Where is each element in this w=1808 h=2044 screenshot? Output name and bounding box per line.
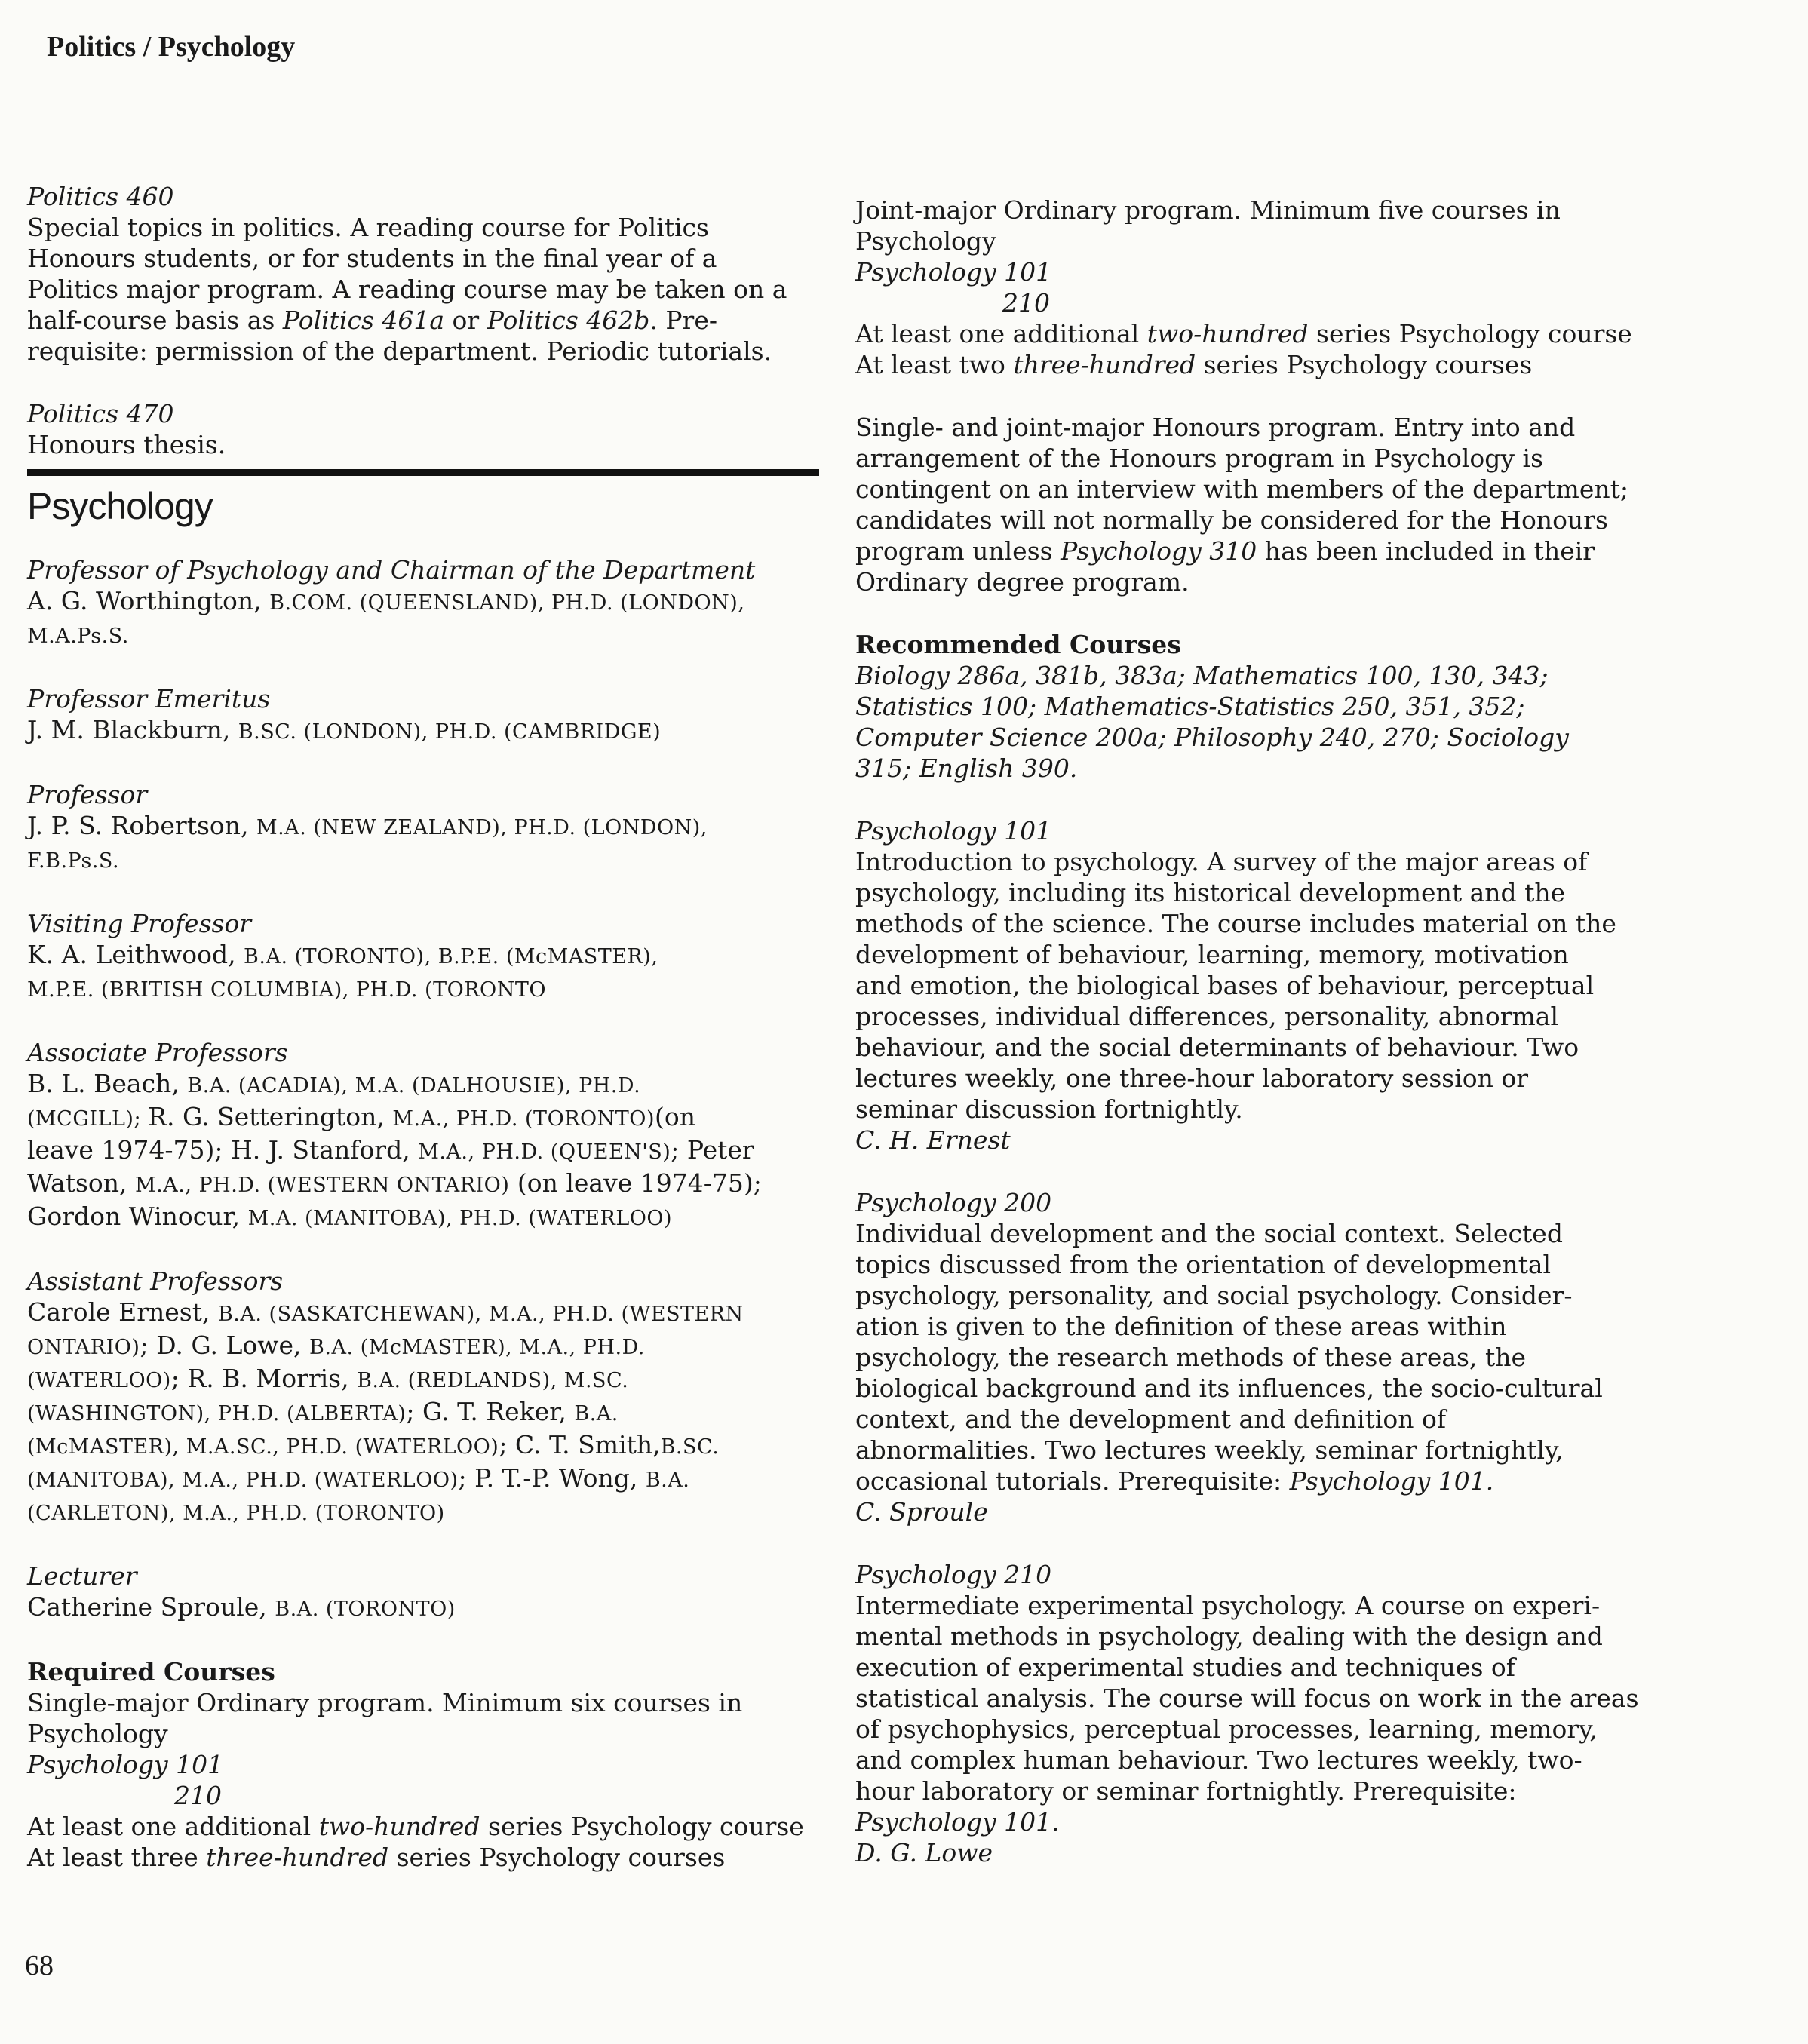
faculty-line: [27, 810, 819, 843]
course-ref: 210: [1002, 288, 1050, 318]
degree-text: B.A. (ACADIA), M.A. (DALHOUSIE), PH.D.: [187, 1074, 641, 1097]
course-desc-line: of psychophysics, perceptual processes, learning, memory,: [855, 1714, 1598, 1744]
course-desc-line: Intermediate experimental psychology. A course on experi-: [855, 1591, 1601, 1620]
course-ref: Politics 462b: [487, 305, 650, 335]
text-run: or: [444, 305, 487, 335]
course-ref: Psychology 310: [1061, 536, 1257, 566]
text-run: program unless: [855, 536, 1061, 566]
person-name-text: ; G. T. Reker,: [406, 1397, 575, 1426]
degree-text: (McMASTER), M.A.SC., PH.D. (WATERLOO): [27, 1435, 499, 1459]
course-ref: 210: [174, 1781, 222, 1810]
course-desc-line: requisite: permission of the department. Periodic tutorials.: [27, 336, 772, 366]
text-run: series Psychology course: [480, 1812, 804, 1841]
program-line: Single-major Ordinary program. Minimum six courses in: [27, 1688, 743, 1717]
course-desc-line: [27, 305, 819, 336]
person-name-text: J. M. Blackburn,: [27, 715, 238, 744]
person-name-text: A. G. Worthington,: [27, 586, 270, 615]
degree-text: M.A.Ps.S.: [27, 625, 129, 648]
faculty-line: [27, 1591, 819, 1625]
person-name-text: ; P. T.-P. Wong,: [458, 1463, 646, 1493]
section-title: Psychology: [27, 485, 213, 527]
faculty-list: [27, 554, 819, 1625]
program-line: candidates will not normally be considered for the Honours: [855, 505, 1608, 535]
degree-text: B.A.: [645, 1469, 690, 1492]
text-run: series Psychology courses: [388, 1843, 726, 1872]
course-desc-line: seminar discussion fortnightly.: [855, 1094, 1243, 1124]
faculty-line: [27, 1462, 819, 1496]
course-desc-line: Honours students, or for students in the final year of a: [27, 244, 717, 273]
course-psychology-101: [855, 815, 1662, 1156]
course-desc-line: development of behaviour, learning, memory, motivation: [855, 940, 1569, 969]
course-politics-470: [27, 398, 819, 460]
text-run: half-course basis as: [27, 305, 283, 335]
recommended-line: Biology 286a, 381b, 383a; Mathematics 100, 130, 343;: [855, 661, 1549, 690]
faculty-line: [27, 1330, 819, 1363]
course-desc-line: context, and the development and definition of: [855, 1404, 1447, 1434]
program-line: [27, 1811, 819, 1842]
degree-text: B.A. (TORONTO), B.P.E. (McMASTER),: [244, 945, 658, 968]
required-courses-heading: Required Courses: [27, 1657, 275, 1686]
person-name-text: (on leave 1974-75);: [509, 1168, 762, 1198]
person-name-text: K. A. Leithwood,: [27, 940, 244, 969]
text-run: three-hundred: [206, 1843, 389, 1872]
faculty-line: [27, 585, 819, 618]
course-desc-line: abnormalities. Two lectures weekly, seminar fortnightly,: [855, 1435, 1564, 1465]
text-run: two-hundred: [318, 1812, 480, 1841]
person-name-text: (on: [654, 1102, 695, 1131]
person-name-text: ; D. G. Lowe,: [140, 1330, 310, 1360]
page-number: 68: [25, 1950, 54, 1981]
faculty-line: [27, 843, 819, 876]
person-name-text: ; Peter: [671, 1135, 754, 1165]
course-title: Politics 470: [27, 399, 174, 428]
text-run: series Psychology courses: [1196, 350, 1533, 379]
program-line: [27, 1842, 819, 1873]
faculty-line: [27, 939, 819, 972]
course-desc-line: Individual development and the social context. Selected: [855, 1219, 1563, 1248]
person-name-text: Gordon Winocur,: [27, 1202, 248, 1231]
degree-text: (CARLETON), M.A., PH.D. (TORONTO): [27, 1502, 445, 1525]
person-name-text: ; C. T. Smith,: [499, 1430, 661, 1459]
course-psychology-210: [855, 1559, 1662, 1868]
course-ref: Politics 461a: [282, 305, 445, 335]
faculty-line: [27, 1396, 819, 1429]
faculty-role: Professor of Psychology and Chairman of the Department: [27, 555, 756, 585]
degree-text: B.A.: [574, 1402, 619, 1426]
program-line: [855, 536, 1662, 566]
program-line: Psychology: [855, 226, 996, 256]
faculty-line: [27, 1363, 819, 1396]
person-name-text: Watson,: [27, 1168, 136, 1198]
course-desc-line: behaviour, and the social determinants of behaviour. Two: [855, 1033, 1579, 1062]
faculty-line: [27, 1101, 819, 1134]
course-desc-line: statistical analysis. The course will focus on work in the areas: [855, 1683, 1639, 1713]
course-desc-line: lectures weekly, one three-hour laboratory session or: [855, 1063, 1529, 1093]
course-desc-line: mental methods in psychology, dealing with the design and: [855, 1622, 1603, 1651]
course-ref: Psychology 101.: [1289, 1466, 1494, 1496]
faculty-role: Associate Professors: [27, 1038, 288, 1067]
course-instructor: D. G. Lowe: [855, 1838, 993, 1868]
course-desc-line: biological background and its influences, the socio-cultural: [855, 1373, 1603, 1403]
faculty-entry: [27, 779, 819, 876]
text-run: two-hundred: [1146, 319, 1309, 348]
faculty-line: [27, 1297, 819, 1330]
degree-text: (WASHINGTON), PH.D. (ALBERTA): [27, 1402, 407, 1426]
course-title: Psychology 101: [855, 816, 1052, 846]
course-ref: Psychology 101.: [855, 1807, 1060, 1837]
degree-text: ONTARIO): [27, 1336, 140, 1359]
person-name-text: Carole Ernest,: [27, 1297, 218, 1327]
faculty-line: [27, 618, 819, 652]
left-column: [27, 181, 819, 1904]
degree-text: M.A. (NEW ZEALAND), PH.D. (LONDON),: [256, 816, 708, 839]
degree-text: B.SC.: [660, 1435, 720, 1459]
faculty-line: [27, 972, 819, 1005]
required-courses: [27, 1656, 819, 1873]
course-desc-line: topics discussed from the orientation of developmental: [855, 1250, 1552, 1279]
text-run: . Pre-: [649, 305, 718, 335]
course-desc: Honours thesis.: [27, 430, 226, 459]
faculty-line: [27, 1496, 819, 1529]
course-desc-line: execution of experimental studies and techniques of: [855, 1653, 1515, 1682]
degree-text: B.A. (REDLANDS), M.SC.: [357, 1369, 629, 1392]
degree-text: M.P.E. (BRITISH COLUMBIA), PH.D. (TORONTO: [27, 978, 546, 1002]
faculty-line: [27, 714, 819, 747]
course-desc-line: Introduction to psychology. A survey of the major areas of: [855, 847, 1588, 876]
degree-text: (MCGILL);: [27, 1107, 149, 1131]
recommended-line: Statistics 100; Mathematics-Statistics 250, 351, 352;: [855, 692, 1525, 721]
course-desc-line: methods of the science. The course includes material on the: [855, 909, 1616, 938]
recommended-line: Computer Science 200a; Philosophy 240, 270; Sociology: [855, 723, 1569, 752]
course-desc-line: hour laboratory or seminar fortnightly. Prerequisite:: [855, 1776, 1517, 1806]
degree-text: B.SC. (LONDON), PH.D. (CAMBRIDGE): [238, 720, 662, 744]
degree-text: B.A. (SASKATCHEWAN), M.A., PH.D. (WESTERN: [217, 1303, 744, 1326]
course-ref: Psychology 101: [27, 1750, 224, 1779]
text-run: At least one additional: [855, 319, 1147, 348]
faculty-entry: [27, 1037, 819, 1234]
text-run: has been included in their: [1257, 536, 1595, 566]
faculty-line: [27, 1168, 819, 1201]
faculty-entry: [27, 554, 819, 652]
degree-text: (WATERLOO): [27, 1369, 171, 1392]
faculty-role: Visiting Professor: [27, 909, 252, 938]
faculty-role: Professor: [27, 780, 148, 809]
faculty-line: [27, 1429, 819, 1462]
course-title: Psychology 210: [855, 1560, 1052, 1589]
faculty-entry: [27, 1561, 819, 1625]
degree-text: M.A., PH.D. (QUEEN'S): [418, 1140, 671, 1164]
person-name-text: Catherine Sproule,: [27, 1592, 275, 1622]
faculty-role: Lecturer: [27, 1561, 137, 1591]
program-line: arrangement of the Honours program in Psychology is: [855, 443, 1544, 473]
text-run: At least three: [27, 1843, 207, 1872]
program-line: Joint-major Ordinary program. Minimum five courses in: [855, 195, 1561, 225]
course-ref: Psychology 101: [855, 257, 1052, 287]
degree-text: (MANITOBA), M.A., PH.D. (WATERLOO): [27, 1469, 459, 1492]
text-run: occasional tutorials. Prerequisite:: [855, 1466, 1290, 1496]
course-desc-line: and complex human behaviour. Two lectures weekly, two-: [855, 1745, 1582, 1775]
text-run: At least one additional: [27, 1812, 319, 1841]
course-desc-line: Politics major program. A reading course may be taken on a: [27, 275, 787, 304]
recommended-courses: [855, 629, 1662, 784]
page-header: Politics / Psychology: [47, 31, 296, 63]
course-instructor: C. Sproule: [855, 1497, 988, 1527]
text-run: series Psychology course: [1308, 319, 1632, 348]
joint-major-ordinary: [855, 195, 1662, 380]
right-column: [855, 195, 1662, 1900]
section-divider: [27, 469, 819, 476]
program-line: [855, 318, 1662, 349]
course-desc-line: psychology, personality, and social psychology. Consider-: [855, 1281, 1573, 1310]
person-name-text: J. P. S. Robertson,: [27, 811, 256, 840]
faculty-entry: [27, 1266, 819, 1529]
faculty-line: [27, 1068, 819, 1101]
program-line: [855, 349, 1662, 380]
program-line: Psychology: [27, 1719, 168, 1748]
person-name-text: B. L. Beach,: [27, 1069, 188, 1098]
person-name-text: leave 1974-75); H. J. Stanford,: [27, 1135, 419, 1165]
course-desc-line: psychology, the research methods of these areas, the: [855, 1343, 1527, 1372]
course-desc-line: psychology, including its historical development and the: [855, 878, 1566, 907]
person-name-text: ; R. B. Morris,: [170, 1364, 358, 1393]
program-line: Single- and joint-major Honours program. Entry into and: [855, 413, 1576, 442]
course-psychology-200: [855, 1187, 1662, 1527]
course-politics-460: [27, 181, 819, 367]
program-line: contingent on an interview with members of the department;: [855, 474, 1629, 504]
text-run: three-hundred: [1013, 350, 1196, 379]
honours-program: [855, 412, 1662, 597]
program-line: Ordinary degree program.: [855, 567, 1189, 597]
course-desc-line: Special topics in politics. A reading course for Politics: [27, 213, 709, 242]
degree-text: B.A. (TORONTO): [275, 1597, 456, 1621]
degree-text: B.COM. (QUEENSLAND), PH.D. (LONDON),: [269, 591, 745, 615]
degree-text: B.A. (McMASTER), M.A., PH.D.: [309, 1336, 645, 1359]
faculty-line: [27, 1134, 819, 1168]
faculty-line: [27, 1201, 819, 1234]
degree-text: M.A., PH.D. (WESTERN ONTARIO): [135, 1174, 510, 1197]
text-run: At least two: [855, 350, 1014, 379]
faculty-entry: [27, 908, 819, 1005]
faculty-role: Professor Emeritus: [27, 684, 271, 714]
degree-text: F.B.Ps.S.: [27, 849, 120, 873]
course-desc-line: processes, individual differences, personality, abnormal: [855, 1002, 1558, 1031]
faculty-role: Assistant Professors: [27, 1266, 284, 1296]
degree-text: M.A. (MANITOBA), PH.D. (WATERLOO): [247, 1207, 673, 1230]
recommended-courses-heading: Recommended Courses: [855, 630, 1181, 659]
person-name-text: R. G. Setterington,: [148, 1102, 393, 1131]
course-desc-line: [855, 1465, 1662, 1496]
degree-text: M.A., PH.D. (TORONTO): [392, 1107, 655, 1131]
recommended-line: 315; English 390.: [855, 753, 1078, 783]
course-desc-line: ation is given to the definition of these areas within: [855, 1312, 1507, 1341]
course-instructor: C. H. Ernest: [855, 1125, 1011, 1155]
faculty-entry: [27, 683, 819, 747]
course-title: Psychology 200: [855, 1188, 1052, 1217]
course-desc-line: and emotion, the biological bases of behaviour, perceptual: [855, 971, 1595, 1000]
course-title: Politics 460: [27, 182, 174, 211]
